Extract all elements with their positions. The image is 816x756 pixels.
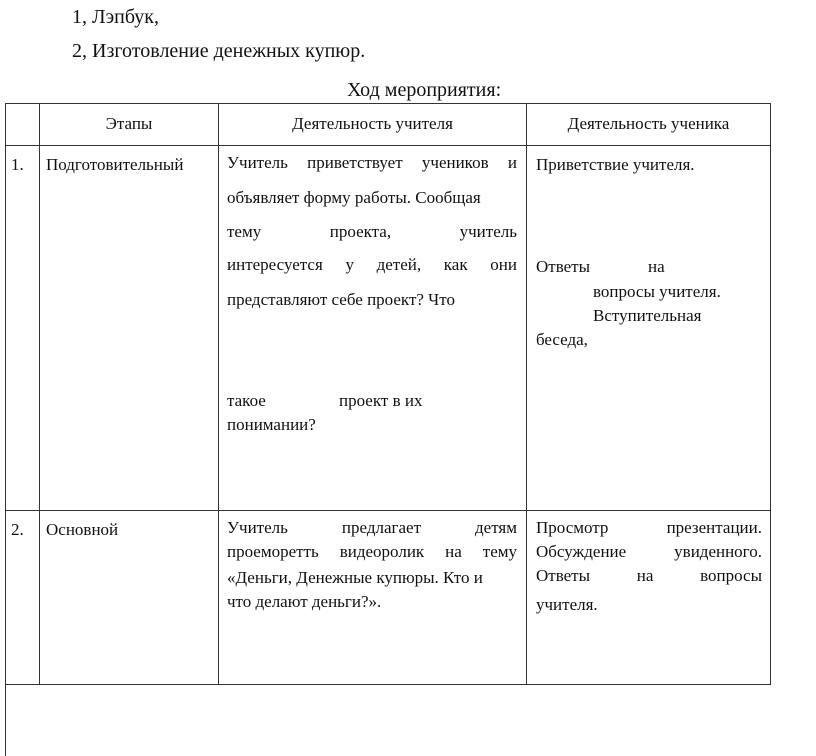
row-2-teacher-line-2: проеморетть видеоролик на тему xyxy=(227,542,517,561)
row-2-student-line-1: Просмотр презентации. xyxy=(536,518,762,537)
table-header-separator xyxy=(5,145,771,146)
row-1-student-line-3: вопросы учителя. xyxy=(593,282,721,301)
row-1-student-line-1: Приветствие учителя. xyxy=(536,155,695,174)
row-2-stage: Основной xyxy=(46,520,119,539)
table-border-top xyxy=(5,103,771,104)
row-2-teacher-line-1: Учитель предлагает детям xyxy=(227,518,517,537)
row-1-student-line-5: беседа, xyxy=(536,330,588,349)
row-2-student-line-3: Ответы на вопросы xyxy=(536,566,762,585)
row-1-number: 1. xyxy=(11,155,24,174)
row-2-student-line-4: учителя. xyxy=(536,595,598,614)
table-border-left xyxy=(5,103,6,756)
intro-item-2: 2, Изготовление денежных купюр. xyxy=(72,40,366,62)
row-1-student-line-2a: Ответы xyxy=(536,257,591,276)
row-2-student-line-2: Обсуждение увиденного. xyxy=(536,542,762,561)
row-1-teacher-line-2: объявляет форму работы. Сообщая xyxy=(227,188,481,207)
row-2-number: 2. xyxy=(11,520,24,539)
table-border-right xyxy=(770,103,771,684)
table-row-separator-2 xyxy=(5,684,771,685)
column-divider-num xyxy=(39,103,40,684)
row-2-teacher-line-3: «Деньги, Денежные купюры. Кто и xyxy=(227,568,483,587)
section-heading: Ход мероприятия: xyxy=(347,79,502,101)
row-2-teacher-line-4: что делают деньги?». xyxy=(227,592,382,611)
row-1-stage: Подготовительный xyxy=(46,155,184,174)
row-1-teacher-line-5: представляют себе проект? Что xyxy=(227,290,455,309)
header-stages: Этапы xyxy=(105,114,153,133)
header-student-activity: Деятельность ученика xyxy=(567,114,730,133)
column-divider-stage xyxy=(218,103,219,684)
intro-item-1: 1, Лэпбук, xyxy=(72,6,159,28)
row-1-teacher-line-6a: такое xyxy=(227,391,266,410)
row-1-student-line-4: Вступительная xyxy=(593,306,702,325)
column-divider-teacher xyxy=(526,103,527,684)
row-1-teacher-line-3: тему проекта, учитель xyxy=(227,222,517,241)
row-1-teacher-line-7: понимании? xyxy=(227,415,316,434)
row-1-teacher-line-4: интересуется у детей, как они xyxy=(227,255,517,274)
row-1-teacher-line-6b: проект в их xyxy=(339,391,423,410)
header-teacher-activity: Деятельность учителя xyxy=(292,114,453,133)
table-row-separator xyxy=(5,510,771,511)
row-1-teacher-line-1: Учитель приветствует учеников и xyxy=(227,153,517,172)
row-1-student-line-2b: на xyxy=(648,257,665,276)
